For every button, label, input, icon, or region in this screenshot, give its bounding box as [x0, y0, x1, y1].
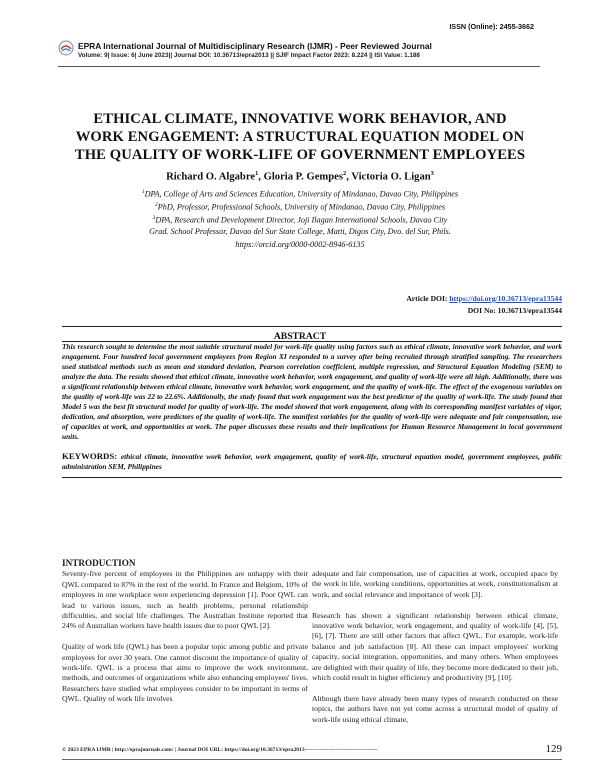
title-line: THE QUALITY OF WORK-LIFE OF GOVERNMENT EMPLOYEES: [74, 147, 526, 163]
affiliation-marker: 2: [154, 202, 158, 208]
keywords: [62, 451, 562, 472]
journal-meta: Volume: 9| Issue: 6| June 2023|| Journal DOI: 10.36713/epra2013 || SJIF Impact Factor 2023: 8.224 || ISI Value: 1.188: [78, 52, 420, 59]
affiliation-line: Grad. School Professor, Davao del Sur State College, Matti, Digos City, Dvo. del Sur, Phils.: [149, 227, 451, 236]
page-footer: © 2023 EPRA IJMR | http://eprajournals.com/ | Journal DOI URL: https://doi.org/10.36713/epra2013---------------------------------------: [62, 747, 378, 753]
affiliation-line: [0, 200, 600, 213]
author-separator: ,: [346, 171, 352, 183]
affiliation-line: [0, 187, 600, 200]
author-name: Gloria P. Gempes: [263, 171, 343, 183]
affiliation-line: [0, 213, 600, 226]
author-name: Victoria O. Ligan: [351, 171, 431, 183]
footer-rule: [62, 759, 562, 760]
affiliation-marker: 1: [141, 189, 145, 195]
author-marker: 1: [255, 170, 259, 177]
author-marker: 2: [342, 170, 347, 177]
affiliation-text: DPA, Research and Development Director, Joji Ilagan International Schools, Davao City: [155, 215, 448, 225]
doi-number: DOI No: 10.36713/epra13544: [467, 306, 562, 315]
paper-title: [40, 110, 560, 164]
title-line: WORK ENGAGEMENT: A STRUCTURAL EQUATION MODEL ON: [75, 129, 525, 145]
author-marker: 3: [430, 170, 434, 177]
page-number: 129: [545, 743, 562, 755]
affiliation-text: DPA, College of Arts and Sciences Education, University of Mindanao, Davao City, Philippines: [144, 189, 459, 199]
keywords-text: ethical climate, innovative work behavior, work engagement, quality of work-life, structural equation model, government employees, public administration SEM, Philippines: [62, 452, 562, 472]
paragraph: Quality of work life (QWL) has been a popular topic among public and private employees for over 30 years. One cannot discount the importance of quality of work-life. QWL is a process that aims to improve the work environment, methods, and outcomes of organizations while also enhancing employees' lives. Researchers have studied what employees consider to be important in terms of QWL. Quality of work life involves: [62, 642, 308, 704]
title-line: ETHICAL CLIMATE, INNOVATIVE WORK BEHAVIOR, AND: [93, 111, 507, 127]
paragraph: Although there have already been many types of research conducted on these topics, the authors have not yet come across a structural model of quality of work-life using ethical climate,: [312, 693, 558, 724]
abstract-text: This research sought to determine the most suitable structural model for work-life quality using factors such as ethical climate, innovative work behavior, and work engagement. Four hundred local government employees from Region XI responded to a survey after being recruited through stratified sampling. The researchers used statistical methods such as mean and standard deviation, Pearson correlation coefficient, multiple regression, and Structural Equation Modeling (SEM) to analyze the data. The results showed that ethical climate, innovative work behavior, work engagement, and quality of work-life were all high. Additionally, there was a significant relationship between ethical climate, innovative work behavior, work engagement, and the quality of work-life. The effect of the exogenous variables on the quality of work-life was 22 to 22.6%. Additionally, the study found that work engagement was the best predictor of the quality of work-life. The study found that Model 5 was the best fit structural model for quality of work-life. The model showed that work engagement, along with its corresponding manifest variables of vigor, dedication, and absorption, were predictors of the quality of work-life. The manifest variables for the quality of work-life were adequate and fair compensation, use of capacities at work, and opportunities at work. The paper discusses these results and their implications for Human Resource Management in local government units.: [62, 342, 562, 442]
affiliation-marker: 3: [152, 215, 156, 221]
paragraph: adequate and fair compensation, use of capacities at work, occupied space by the work in life, working conditions, opportunities at work, constitutionalism at work, and social relevance and importance of work [3].: [312, 569, 558, 599]
abstract-top-rule: [62, 326, 562, 327]
body-column-left: [62, 558, 308, 715]
section-heading: INTRODUCTION: [62, 558, 136, 568]
body-column-right: [312, 569, 558, 735]
author-separator: ,: [258, 171, 264, 183]
journal-name: EPRA International Journal of Multidisciplinary Research (IJMR) - Peer Reviewed Journal: [78, 41, 432, 51]
paragraph: Research has shown a significant relationship between ethical climate, innovative work behavior, work engagement, and quality of work-life [4], [5], [6], [7]. There are still other factors that affect QWL. For example, work-life balance and job satisfaction [8]. All these can impact employees' working capacity, social integration, opportunities, and many others. When employees are delighted with their quality of life, they become more dedicated to their job, which could result in higher efficiency and productivity [9], [10].: [312, 610, 558, 683]
article-doi-link[interactable]: https://doi.org/10.36713/epra13544: [449, 294, 562, 303]
paragraph: Seventy-five percent of employees in the Philippines are unhappy with their QWL compared to 87% in the rest of the world. In France and Belgium, 10% of employees in one workplace were experiencing depression [1]. Poor QWL can lead to various issues, such as health problems, personal relationship difficulties, and social life challenges. The Australian Institute reported that 24% of Australian workers have health issues due to poor QWL [2].: [62, 569, 308, 631]
affiliation-text: PhD, Professor, Professional Schools, University of Mindanao, Davao City, Philippines: [157, 202, 446, 212]
header-divider: [58, 66, 540, 67]
issn-label: ISSN (Online): 2455-3662: [449, 22, 534, 31]
article-doi-label: Article DOI:: [406, 294, 450, 303]
abstract-bottom-rule: [62, 477, 562, 478]
author-list: [0, 170, 600, 183]
keywords-label: KEYWORDS:: [62, 451, 121, 461]
abstract-heading: ABSTRACT: [273, 331, 327, 342]
journal-logo-icon: [58, 40, 74, 56]
article-doi: [406, 294, 562, 303]
orcid-link[interactable]: https://orcid.org/0000-0002-8946-6135: [235, 240, 365, 249]
author-name: Richard O. Algabre: [166, 171, 256, 183]
